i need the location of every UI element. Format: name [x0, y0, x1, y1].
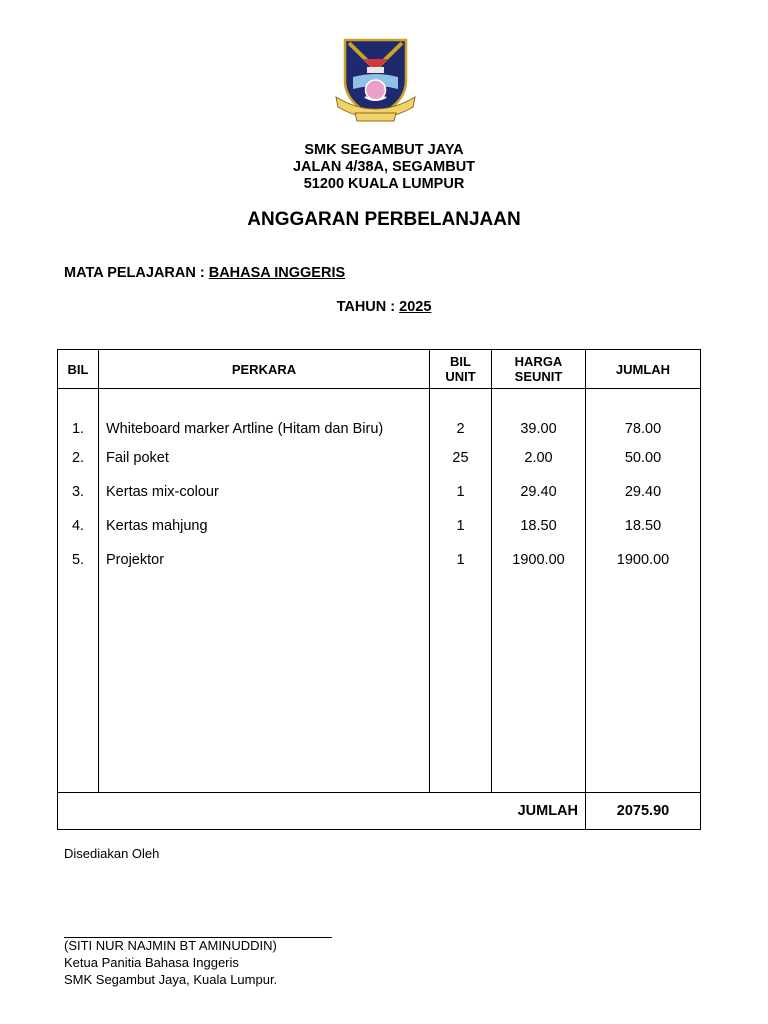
row-price: 18.50 [492, 509, 586, 543]
row-total: 78.00 [586, 389, 701, 442]
row-unit: 1 [430, 543, 492, 577]
header-jumlah: JUMLAH [586, 350, 701, 389]
header-bil-unit-line-2: UNIT [445, 369, 476, 384]
table-filler-row [58, 577, 701, 793]
table-total-row [58, 793, 701, 830]
row-price: 29.40 [492, 475, 586, 509]
row-total: 29.40 [586, 475, 701, 509]
row-total: 50.00 [586, 441, 701, 475]
signatory-name: (SITI NUR NAJMIN BT AMINUDDIN) [64, 938, 277, 953]
header-bil: BIL [58, 350, 99, 389]
row-item: Kertas mahjung [99, 509, 430, 543]
table-row [58, 475, 701, 509]
row-price: 2.00 [492, 441, 586, 475]
header-harga-seunit [492, 350, 586, 389]
row-item: Fail poket [99, 441, 430, 475]
budget-table [57, 349, 701, 830]
prepared-by-label: Disediakan Oleh [64, 846, 160, 861]
row-item: Kertas mix-colour [99, 475, 430, 509]
school-address-line-1: JALAN 4/38A, SEGAMBUT [292, 159, 476, 175]
signatory-school: SMK Segambut Jaya, Kuala Lumpur. [64, 972, 278, 987]
row-bil: 2. [58, 441, 99, 475]
row-unit: 25 [430, 441, 492, 475]
table-row [58, 543, 701, 577]
row-price: 1900.00 [492, 543, 586, 577]
year-label: TAHUN : [336, 299, 400, 315]
header-bil-unit [430, 350, 492, 389]
school-address-line-2: 51200 KUALA LUMPUR [303, 176, 465, 192]
year-line [0, 299, 768, 315]
row-bil: 5. [58, 543, 99, 577]
row-unit: 2 [430, 389, 492, 442]
table-row [58, 441, 701, 475]
year-value: 2025 [399, 299, 432, 315]
total-label: JUMLAH [58, 793, 586, 830]
subject-value: BAHASA INGGERIS [208, 265, 346, 281]
subject-line [64, 265, 345, 281]
row-item: Whiteboard marker Artline (Hitam dan Biru) [99, 389, 430, 442]
table-row [58, 509, 701, 543]
school-name: SMK SEGAMBUT JAYA [304, 142, 464, 158]
subject-label: MATA PELAJARAN : [64, 265, 209, 281]
table-header-row [58, 350, 701, 389]
row-total: 1900.00 [586, 543, 701, 577]
row-unit: 1 [430, 509, 492, 543]
row-total: 18.50 [586, 509, 701, 543]
row-bil: 4. [58, 509, 99, 543]
row-bil: 1. [58, 389, 99, 442]
header-harga-line-1: HARGA [514, 354, 563, 369]
row-item: Projektor [99, 543, 430, 577]
header-perkara: PERKARA [99, 350, 430, 389]
signatory-position: Ketua Panitia Bahasa Inggeris [64, 955, 239, 970]
row-price: 39.00 [492, 389, 586, 442]
total-value: 2075.90 [586, 793, 701, 830]
row-bil: 3. [58, 475, 99, 509]
row-unit: 1 [430, 475, 492, 509]
table-row [58, 389, 701, 442]
school-crest-logo [333, 37, 418, 125]
document-title: ANGGARAN PERBELANJAAN [247, 209, 521, 230]
header-bil-unit-line-1: BIL [450, 354, 471, 369]
header-harga-line-2: SEUNIT [514, 369, 563, 384]
